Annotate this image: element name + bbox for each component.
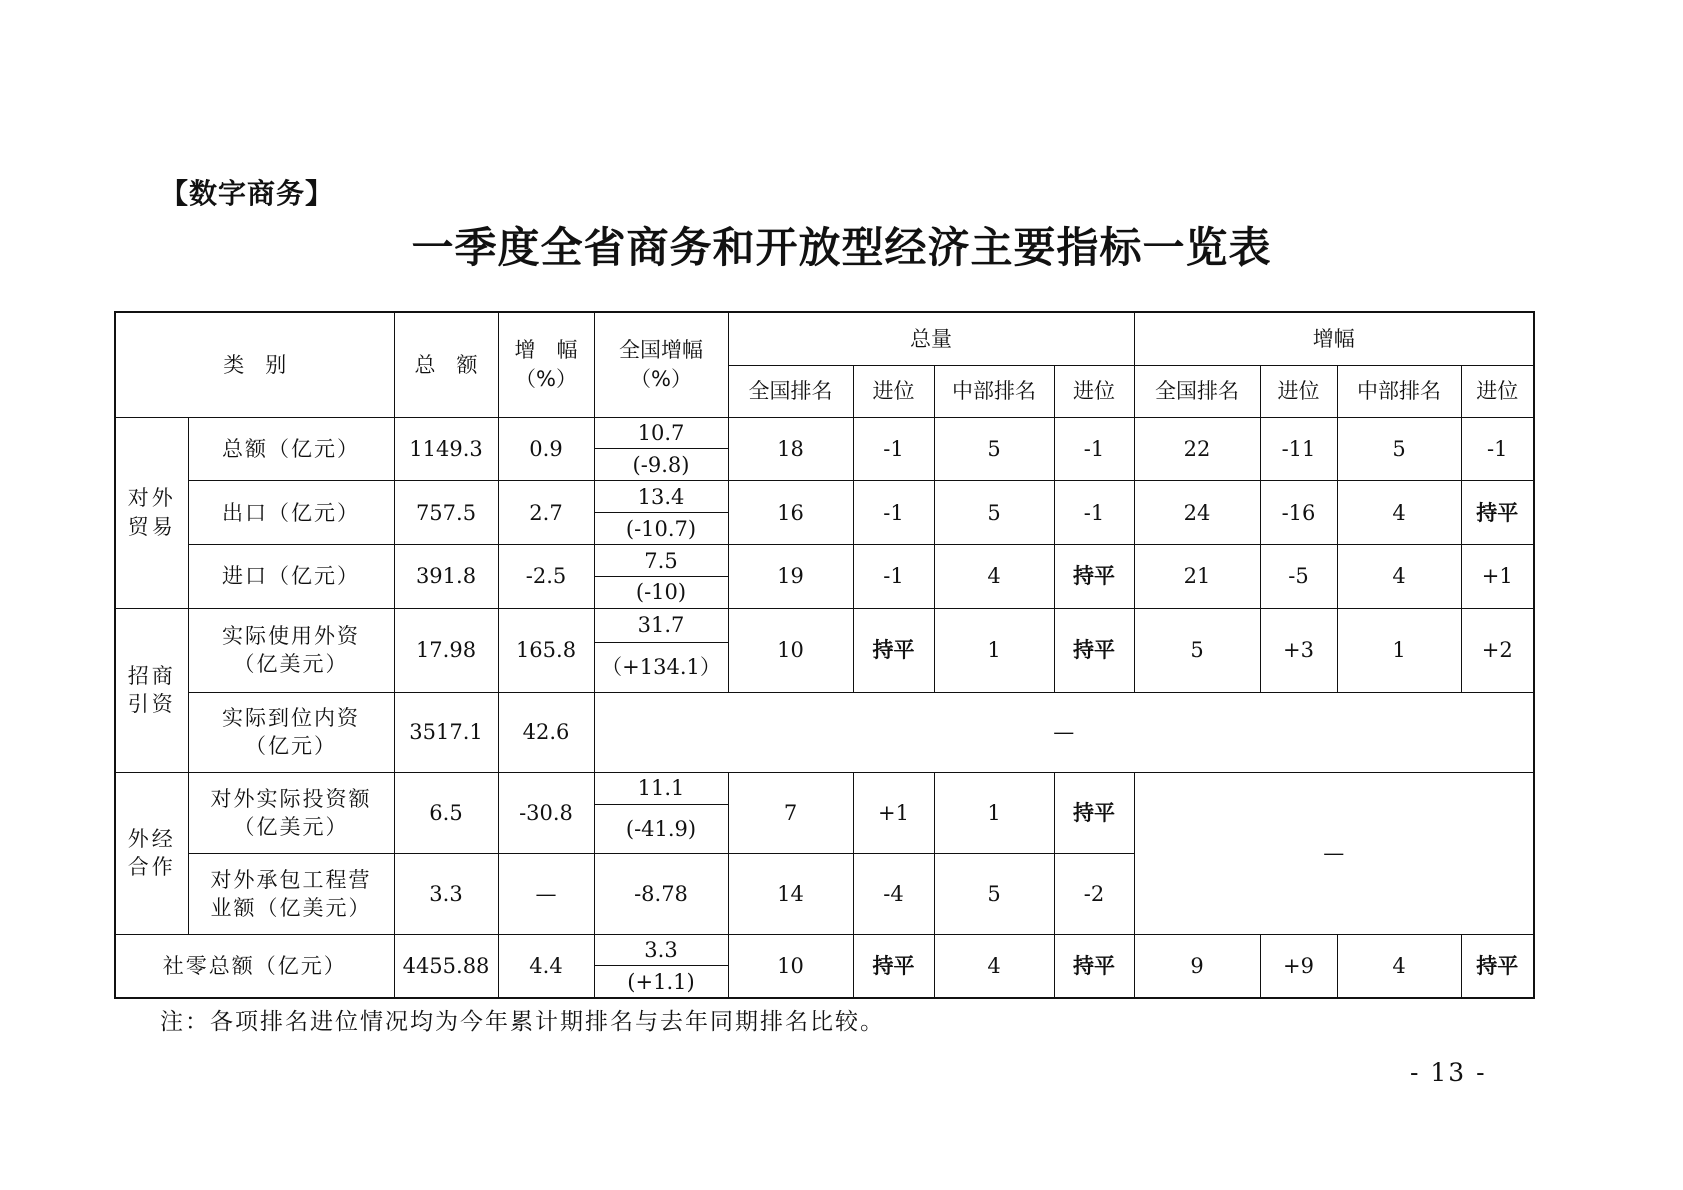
- cell-t-nat: 7: [728, 772, 853, 853]
- table-note: 注：各项排名进位情况均为今年累计期排名与去年同期排名比较。: [160, 1009, 885, 1035]
- cell-growth: 4.4: [498, 934, 594, 998]
- row-label: 总额（亿元）: [188, 417, 394, 481]
- cell-t-cen: 5: [934, 417, 1054, 481]
- row-label: 实际使用外资 （亿美元）: [188, 609, 394, 692]
- cell-g-cen: 4: [1337, 934, 1461, 998]
- row-label: 进口（亿元）: [188, 545, 394, 609]
- cell-national-growth: 11.1: [594, 772, 728, 804]
- group-economic-coop: 外经 合作: [115, 772, 188, 934]
- section-tag: 【数字商务】: [160, 177, 335, 210]
- cell-national-growth-prev: （+134.1）: [594, 643, 728, 692]
- cell-growth-span-dash: —: [1134, 772, 1534, 934]
- cell-g-nat: 22: [1134, 417, 1260, 481]
- cell-g-adv: +9: [1260, 934, 1337, 998]
- table-row: [115, 692, 1534, 772]
- cell-span-dash: —: [594, 692, 1534, 772]
- header-row-1: [115, 312, 1534, 366]
- row-label: 出口（亿元）: [188, 481, 394, 545]
- cell-t-cadv: -1: [1054, 481, 1134, 545]
- cell-national-growth: 10.7: [594, 417, 728, 449]
- cell-t-adv: -4: [853, 854, 934, 934]
- cell-national-growth: 7.5: [594, 545, 728, 577]
- table-row: [115, 481, 1534, 513]
- table-row: [115, 609, 1534, 643]
- cell-g-cadv: 持平: [1461, 481, 1534, 545]
- header-group-total: 总量: [728, 312, 1134, 366]
- table-row: [115, 417, 1534, 449]
- cell-national-growth: 31.7: [594, 609, 728, 643]
- cell-national-growth-prev: (-41.9): [594, 804, 728, 853]
- group-investment: 招商 引资: [115, 609, 188, 773]
- cell-t-cen: 1: [934, 772, 1054, 853]
- cell-t-cadv: -2: [1054, 854, 1134, 934]
- cell-t-nat: 18: [728, 417, 853, 481]
- cell-t-nat: 10: [728, 934, 853, 998]
- cell-t-nat: 16: [728, 481, 853, 545]
- header-growth-central-advance: 进位: [1461, 366, 1534, 418]
- cell-growth: -30.8: [498, 772, 594, 853]
- cell-g-adv: -5: [1260, 545, 1337, 609]
- header-group-growth: 增幅: [1134, 312, 1534, 366]
- cell-g-nat: 5: [1134, 609, 1260, 692]
- cell-t-cen: 1: [934, 609, 1054, 692]
- cell-total: 6.5: [394, 772, 498, 853]
- cell-national-growth-prev: (-10): [594, 577, 728, 609]
- cell-t-cen: 4: [934, 545, 1054, 609]
- cell-t-nat: 14: [728, 854, 853, 934]
- cell-t-nat: 19: [728, 545, 853, 609]
- cell-total: 17.98: [394, 609, 498, 692]
- cell-growth: 2.7: [498, 481, 594, 545]
- row-label: 对外实际投资额 （亿美元）: [188, 772, 394, 853]
- header-growth-advance: 进位: [1260, 366, 1337, 418]
- cell-national-growth-prev: (+1.1): [594, 966, 728, 998]
- cell-national-growth-prev: (-10.7): [594, 513, 728, 545]
- cell-t-adv: -1: [853, 481, 934, 545]
- header-growth-national-rank: 全国排名: [1134, 366, 1260, 418]
- header-national-growth: 全国增幅 （%）: [594, 312, 728, 417]
- cell-t-adv: 持平: [853, 934, 934, 998]
- cell-t-nat: 10: [728, 609, 853, 692]
- cell-t-cen: 4: [934, 934, 1054, 998]
- cell-total: 757.5: [394, 481, 498, 545]
- cell-g-cen: 4: [1337, 545, 1461, 609]
- cell-t-cen: 5: [934, 854, 1054, 934]
- cell-t-cadv: -1: [1054, 417, 1134, 481]
- cell-national-growth: -8.78: [594, 854, 728, 934]
- cell-g-cadv: -1: [1461, 417, 1534, 481]
- header-category: 类 别: [115, 312, 394, 417]
- cell-growth: 0.9: [498, 417, 594, 481]
- cell-t-adv: -1: [853, 545, 934, 609]
- header-total: 总 额: [394, 312, 498, 417]
- header-total-advance: 进位: [853, 366, 934, 418]
- cell-t-adv: -1: [853, 417, 934, 481]
- cell-t-cadv: 持平: [1054, 934, 1134, 998]
- cell-t-cadv: 持平: [1054, 545, 1134, 609]
- cell-g-nat: 21: [1134, 545, 1260, 609]
- cell-growth: —: [498, 854, 594, 934]
- cell-total: 4455.88: [394, 934, 498, 998]
- cell-t-cadv: 持平: [1054, 609, 1134, 692]
- cell-g-nat: 9: [1134, 934, 1260, 998]
- cell-total: 3517.1: [394, 692, 498, 772]
- page-title: 一季度全省商务和开放型经济主要指标一览表: [411, 223, 1272, 272]
- cell-national-growth: 13.4: [594, 481, 728, 513]
- group-foreign-trade: 对外 贸易: [115, 417, 188, 609]
- cell-g-adv: -11: [1260, 417, 1337, 481]
- indicators-table: [114, 311, 1535, 999]
- row-label: 社零总额（亿元）: [115, 934, 394, 998]
- row-label: 对外承包工程营 业额（亿美元）: [188, 854, 394, 934]
- cell-t-cen: 5: [934, 481, 1054, 545]
- header-total-national-rank: 全国排名: [728, 366, 853, 418]
- cell-g-adv: +3: [1260, 609, 1337, 692]
- cell-national-growth: 3.3: [594, 934, 728, 966]
- cell-growth: 165.8: [498, 609, 594, 692]
- cell-total: 391.8: [394, 545, 498, 609]
- cell-g-cadv: +1: [1461, 545, 1534, 609]
- cell-total: 1149.3: [394, 417, 498, 481]
- cell-t-cadv: 持平: [1054, 772, 1134, 853]
- table-row: [115, 545, 1534, 577]
- cell-growth: 42.6: [498, 692, 594, 772]
- cell-g-cen: 4: [1337, 481, 1461, 545]
- table-row: [115, 934, 1534, 966]
- table-row: [115, 772, 1534, 804]
- cell-national-growth-prev: (-9.8): [594, 449, 728, 481]
- cell-g-cadv: +2: [1461, 609, 1534, 692]
- header-total-central-rank: 中部排名: [934, 366, 1054, 418]
- cell-g-cen: 5: [1337, 417, 1461, 481]
- header-growth: 增 幅 （%）: [498, 312, 594, 417]
- cell-t-adv: +1: [853, 772, 934, 853]
- cell-g-nat: 24: [1134, 481, 1260, 545]
- cell-g-adv: -16: [1260, 481, 1337, 545]
- cell-g-cen: 1: [1337, 609, 1461, 692]
- cell-g-cadv: 持平: [1461, 934, 1534, 998]
- header-growth-central-rank: 中部排名: [1337, 366, 1461, 418]
- cell-t-adv: 持平: [853, 609, 934, 692]
- row-label: 实际到位内资 （亿元）: [188, 692, 394, 772]
- page-number: - 13 -: [1410, 1058, 1487, 1087]
- cell-growth: -2.5: [498, 545, 594, 609]
- cell-total: 3.3: [394, 854, 498, 934]
- header-total-central-advance: 进位: [1054, 366, 1134, 418]
